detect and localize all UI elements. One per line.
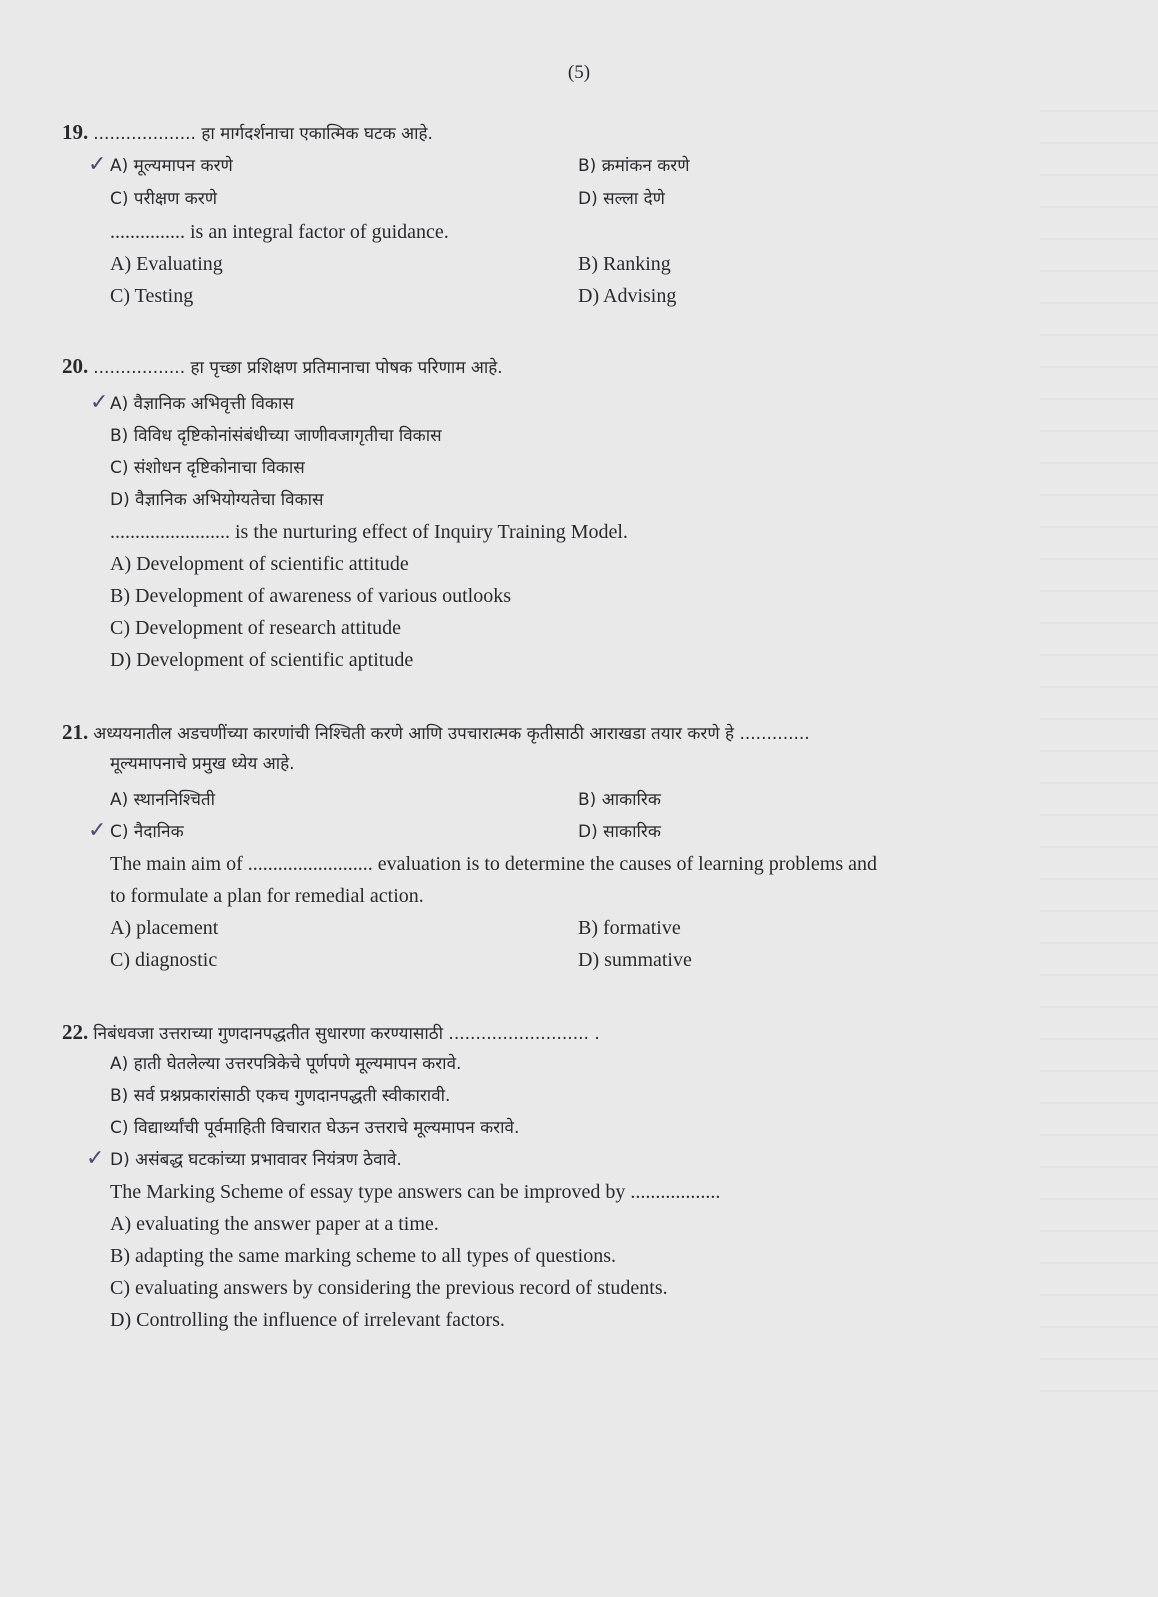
answer-tick-icon: ✓: [86, 1146, 105, 1171]
option-mr: B) विविध दृष्टिकोनांसंबंधीच्या जाणीवजागृतीचा विकास: [110, 426, 442, 446]
option-mr: C) विद्यार्थ्यांची पूर्वमाहिती विचारात घेऊन उत्तराचे मूल्यमापन करावे.: [110, 1118, 520, 1138]
option-mr: A) वैज्ञानिक अभिवृत्ती विकास: [110, 394, 294, 414]
option-en: C) diagnostic: [110, 949, 218, 971]
option-mr: C) परीक्षण करणे: [110, 189, 218, 209]
option-en: C) Testing: [110, 285, 194, 307]
option-en: B) Development of awareness of various outlooks: [110, 585, 512, 607]
option-en: C) evaluating answers by considering the previous record of students.: [110, 1277, 668, 1299]
option-en: A) Evaluating: [110, 253, 223, 275]
option-mr: C) नैदानिक: [110, 822, 184, 842]
question-number: 19.: [62, 120, 89, 144]
option-mr: A) हाती घेतलेल्या उत्तरपत्रिकेचे पूर्णपणे मूल्यमापन करावे.: [110, 1054, 462, 1074]
option-en: A) evaluating the answer paper at a time.: [110, 1213, 439, 1235]
option-mr: B) सर्व प्रश्नप्रकारांसाठी एकच गुणदानपद्धती स्वीकारावी.: [110, 1086, 451, 1106]
option-mr: D) असंबद्ध घटकांच्या प्रभावावर नियंत्रण ठेवावे.: [110, 1150, 402, 1170]
option-en: B) formative: [578, 917, 681, 939]
option-en: D) Controlling the influence of irrelevant factors.: [110, 1309, 505, 1331]
question-19-stem-en: ............... is an integral factor of guidance.: [110, 221, 449, 243]
question-number: 20.: [62, 354, 89, 378]
option-en: D) summative: [578, 949, 692, 971]
question-22-stem-mr: 22. निबंधवजा उत्तराच्या गुणदानपद्धतीत सुधारणा करण्यासाठी .......................... .: [62, 1020, 600, 1044]
option-en: B) Ranking: [578, 253, 671, 275]
bleed-through-text: [1040, 110, 1158, 1410]
answer-tick-icon: ✓: [90, 390, 109, 415]
option-mr: C) संशोधन दृष्टिकोनाचा विकास: [110, 458, 305, 478]
question-21-stem-en-cont: to formulate a plan for remedial action.: [110, 885, 424, 907]
answer-tick-icon: ✓: [88, 818, 107, 843]
option-mr: B) आकारिक: [578, 790, 661, 810]
option-en: A) Development of scientific attitude: [110, 553, 409, 575]
question-20-stem-en: ........................ is the nurturing effect of Inquiry Training Model.: [110, 521, 628, 543]
option-en: D) Advising: [578, 285, 677, 307]
option-en: D) Development of scientific aptitude: [110, 649, 414, 671]
question-21-stem-en: The main aim of ......................... evaluation is to determine the causes of learning problems and: [110, 853, 878, 875]
option-mr: A) स्थाननिश्चिती: [110, 790, 215, 810]
option-mr: A) मूल्यमापन करणे: [110, 156, 233, 176]
option-mr: B) क्रमांकन करणे: [578, 156, 690, 176]
option-mr: D) वैज्ञानिक अभियोग्यतेचा विकास: [110, 490, 324, 510]
option-mr: D) सल्ला देणे: [578, 189, 665, 209]
question-number: 21.: [62, 720, 89, 744]
question-20-stem-mr: 20. ................. हा पृच्छा प्रशिक्षण प्रतिमानाचा पोषक परिणाम आहे.: [62, 354, 503, 378]
option-en: A) placement: [110, 917, 219, 939]
option-mr: D) साकारिक: [578, 822, 661, 842]
answer-tick-icon: ✓: [88, 152, 107, 177]
question-22-stem-en: The Marking Scheme of essay type answers can be improved by ..................: [110, 1181, 721, 1203]
question-21-stem-mr-cont: मूल्यमापनाचे प्रमुख ध्येय आहे.: [110, 754, 295, 774]
question-number: 22.: [62, 1020, 89, 1044]
option-en: C) Development of research attitude: [110, 617, 401, 639]
question-21-stem-mr: 21. अध्ययनातील अडचणींच्या कारणांची निश्चिती करणे आणि उपचारात्मक कृतीसाठी आराखडा तयार करणे हे .............: [62, 720, 810, 744]
page-number: (5): [567, 62, 591, 83]
question-19-stem-mr: 19. ................... हा मार्गदर्शनाचा एकात्मिक घटक आहे.: [62, 120, 433, 144]
option-en: B) adapting the same marking scheme to all types of questions.: [110, 1245, 616, 1267]
